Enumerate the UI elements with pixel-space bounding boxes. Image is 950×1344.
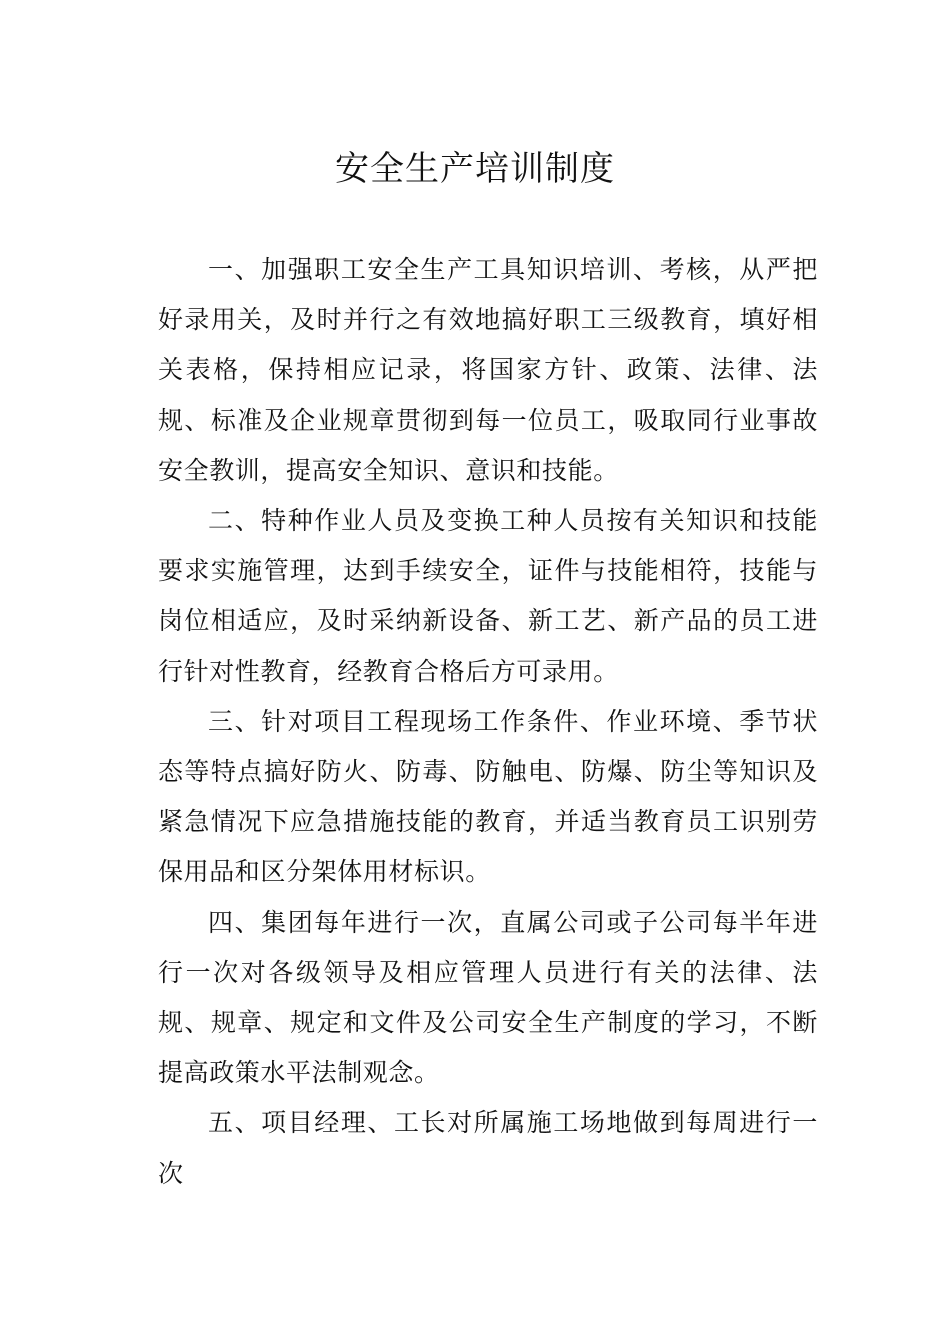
paragraph-5: 五、项目经理、工长对所属施工场地做到每周进行一次 xyxy=(158,1108,818,1188)
paragraph-2: 二、特种作业人员及变换工种人员按有关知识和技能要求实施管理，达到手续安全，证件与技能相符，技能与岗位相适应，及时采纳新设备、新工艺、新产品的员工进行针对性教育，经教育合格后方可录用。 xyxy=(158,506,818,686)
paragraph-1: 一、加强职工安全生产工具知识培训、考核，从严把好录用关，及时并行之有效地搞好职工三级教育，填好相关表格，保持相应记录，将国家方针、政策、法律、法规、标准及企业规章贯彻到每一位员工，吸取同行业事故安全教训，提高安全知识、意识和技能。 xyxy=(158,255,818,485)
paragraph-4: 四、集团每年进行一次，直属公司或子公司每半年进行一次对各级领导及相应管理人员进行有关的法律、法规、规章、规定和文件及公司安全生产制度的学习，不断提高政策水平法制观念。 xyxy=(158,907,818,1088)
document-body xyxy=(158,245,818,1199)
paragraph-3: 三、针对项目工程现场工作条件、作业环境、季节状态等特点搞好防火、防毒、防触电、防爆、防尘等知识及紧急情况下应急措施技能的教育，并适当教育员工识别劳保用品和区分架体用材标识。 xyxy=(158,706,818,887)
document-title: 安全生产培训制度 xyxy=(335,149,615,189)
